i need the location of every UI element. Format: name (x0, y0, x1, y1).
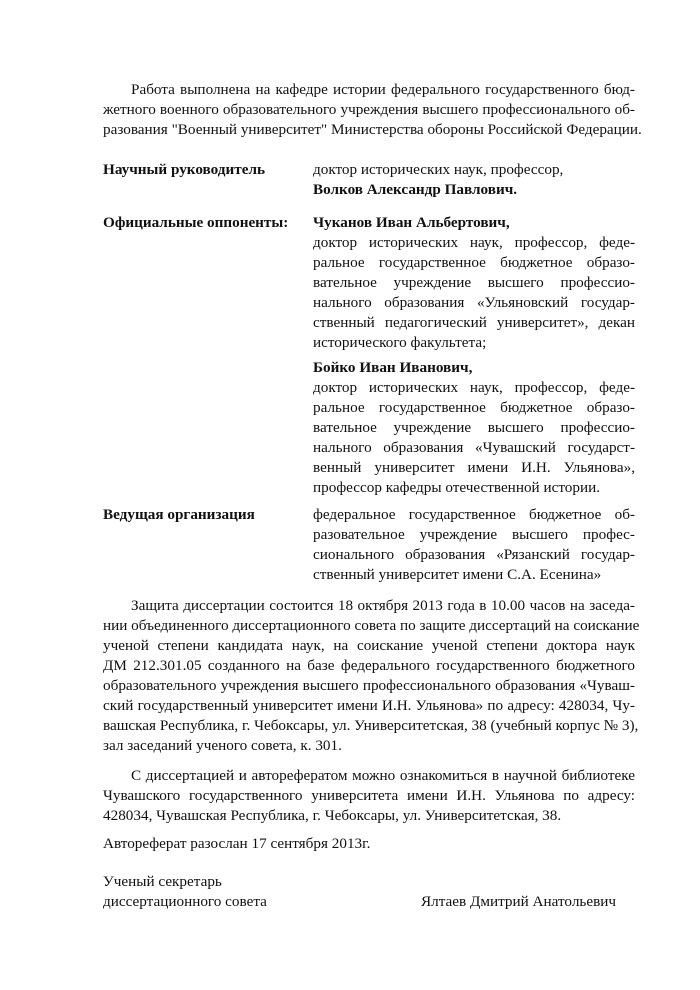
defense-line: образовательного учреждения высшего профессионального образования «Чуваш- (103, 677, 635, 694)
opponent-line: ственный педагогический университет», декан (313, 314, 635, 331)
supervisor-name: Волков Александр Павлович. (313, 181, 518, 198)
signature-title: Ученый секретарь (103, 873, 222, 890)
intro-line: разования "Военный университет" Министерства обороны Российской Федерации. (103, 121, 642, 138)
opponent-line: венный университет имени И.Н. Ульянова», (313, 459, 635, 476)
opponent-line: вательное учреждение высшего профессио- (313, 274, 635, 291)
supervisor-label: Научный руководитель (103, 161, 265, 178)
opponent-line: ральное государственное бюджетное образо- (313, 399, 635, 416)
defense-line: Защита диссертации состоится 18 октября 2013 года в 10.00 часов на заседа- (131, 597, 635, 614)
defense-line: ский государственный университет имени И.Н. Ульянова» по адресу: 428034, Чу- (103, 697, 635, 714)
opponent-line: доктор исторических наук, профессор, феде- (313, 379, 635, 396)
leading-org-label: Ведущая организация (103, 506, 255, 523)
intro-line: жетного военного образовательного учреждения высшего профессионального об- (103, 101, 635, 118)
intro-line: Работа выполнена на кафедре истории федерального государственного бюд- (131, 81, 635, 98)
leading-org-line: сионального образования «Рязанский государ- (313, 546, 635, 563)
opponent-line: исторического факультета; (313, 334, 487, 351)
opponent-line: доктор исторических наук, профессор, феде- (313, 234, 635, 251)
leading-org-line: разовательное учреждение высшего профес- (313, 526, 635, 543)
signature-council: диссертационного совета (103, 893, 267, 910)
supervisor-line: доктор исторических наук, профессор, (313, 161, 564, 178)
opponent-line: ральное государственное бюджетное образо- (313, 254, 635, 271)
library-line: 428034, Чувашская Республика, г. Чебоксары, ул. Университетская, 38. (103, 807, 562, 824)
leading-org-line: федеральное государственное бюджетное об- (313, 506, 635, 523)
library-line: Чувашского государственного университета имени И.Н. Ульянова по адресу: (103, 787, 635, 804)
opponent-line: нального образования «Чувашский государст- (313, 439, 635, 456)
opponent-name: Бойко Иван Иванович, (313, 359, 473, 376)
defense-line: зал заседаний ученого совета, к. 301. (103, 737, 342, 754)
opponent-line: профессор кафедры отечественной истории. (313, 479, 601, 496)
signature-name: Ялтаев Дмитрий Анатольевич (421, 893, 617, 910)
opponent-name: Чуканов Иван Альбертович, (313, 214, 510, 231)
defense-line: вашская Республика, г. Чебоксары, ул. Университетская, 38 (учебный корпус № 3), (103, 717, 639, 734)
defense-line: нии объединенного диссертационного совета по защите диссертаций на соискание (103, 617, 640, 634)
leading-org-line: ственный университет имени С.А. Есенина» (313, 566, 602, 583)
defense-line: ДМ 212.301.05 созданного на базе федерального государственного бюджетного (103, 657, 635, 674)
opponent-line: вательное учреждение высшего профессио- (313, 419, 635, 436)
defense-line: ученой степени кандидата наук, на соискание ученой степени доктора наук (103, 637, 635, 654)
opponent-line: нального образования «Ульяновский государ- (313, 294, 635, 311)
sent-line: Автореферат разослан 17 сентября 2013г. (103, 835, 371, 852)
opponents-label: Официальные оппоненты: (103, 214, 289, 231)
library-line: С диссертацией и авторефератом можно ознакомиться в научной библиотеке (131, 767, 635, 784)
